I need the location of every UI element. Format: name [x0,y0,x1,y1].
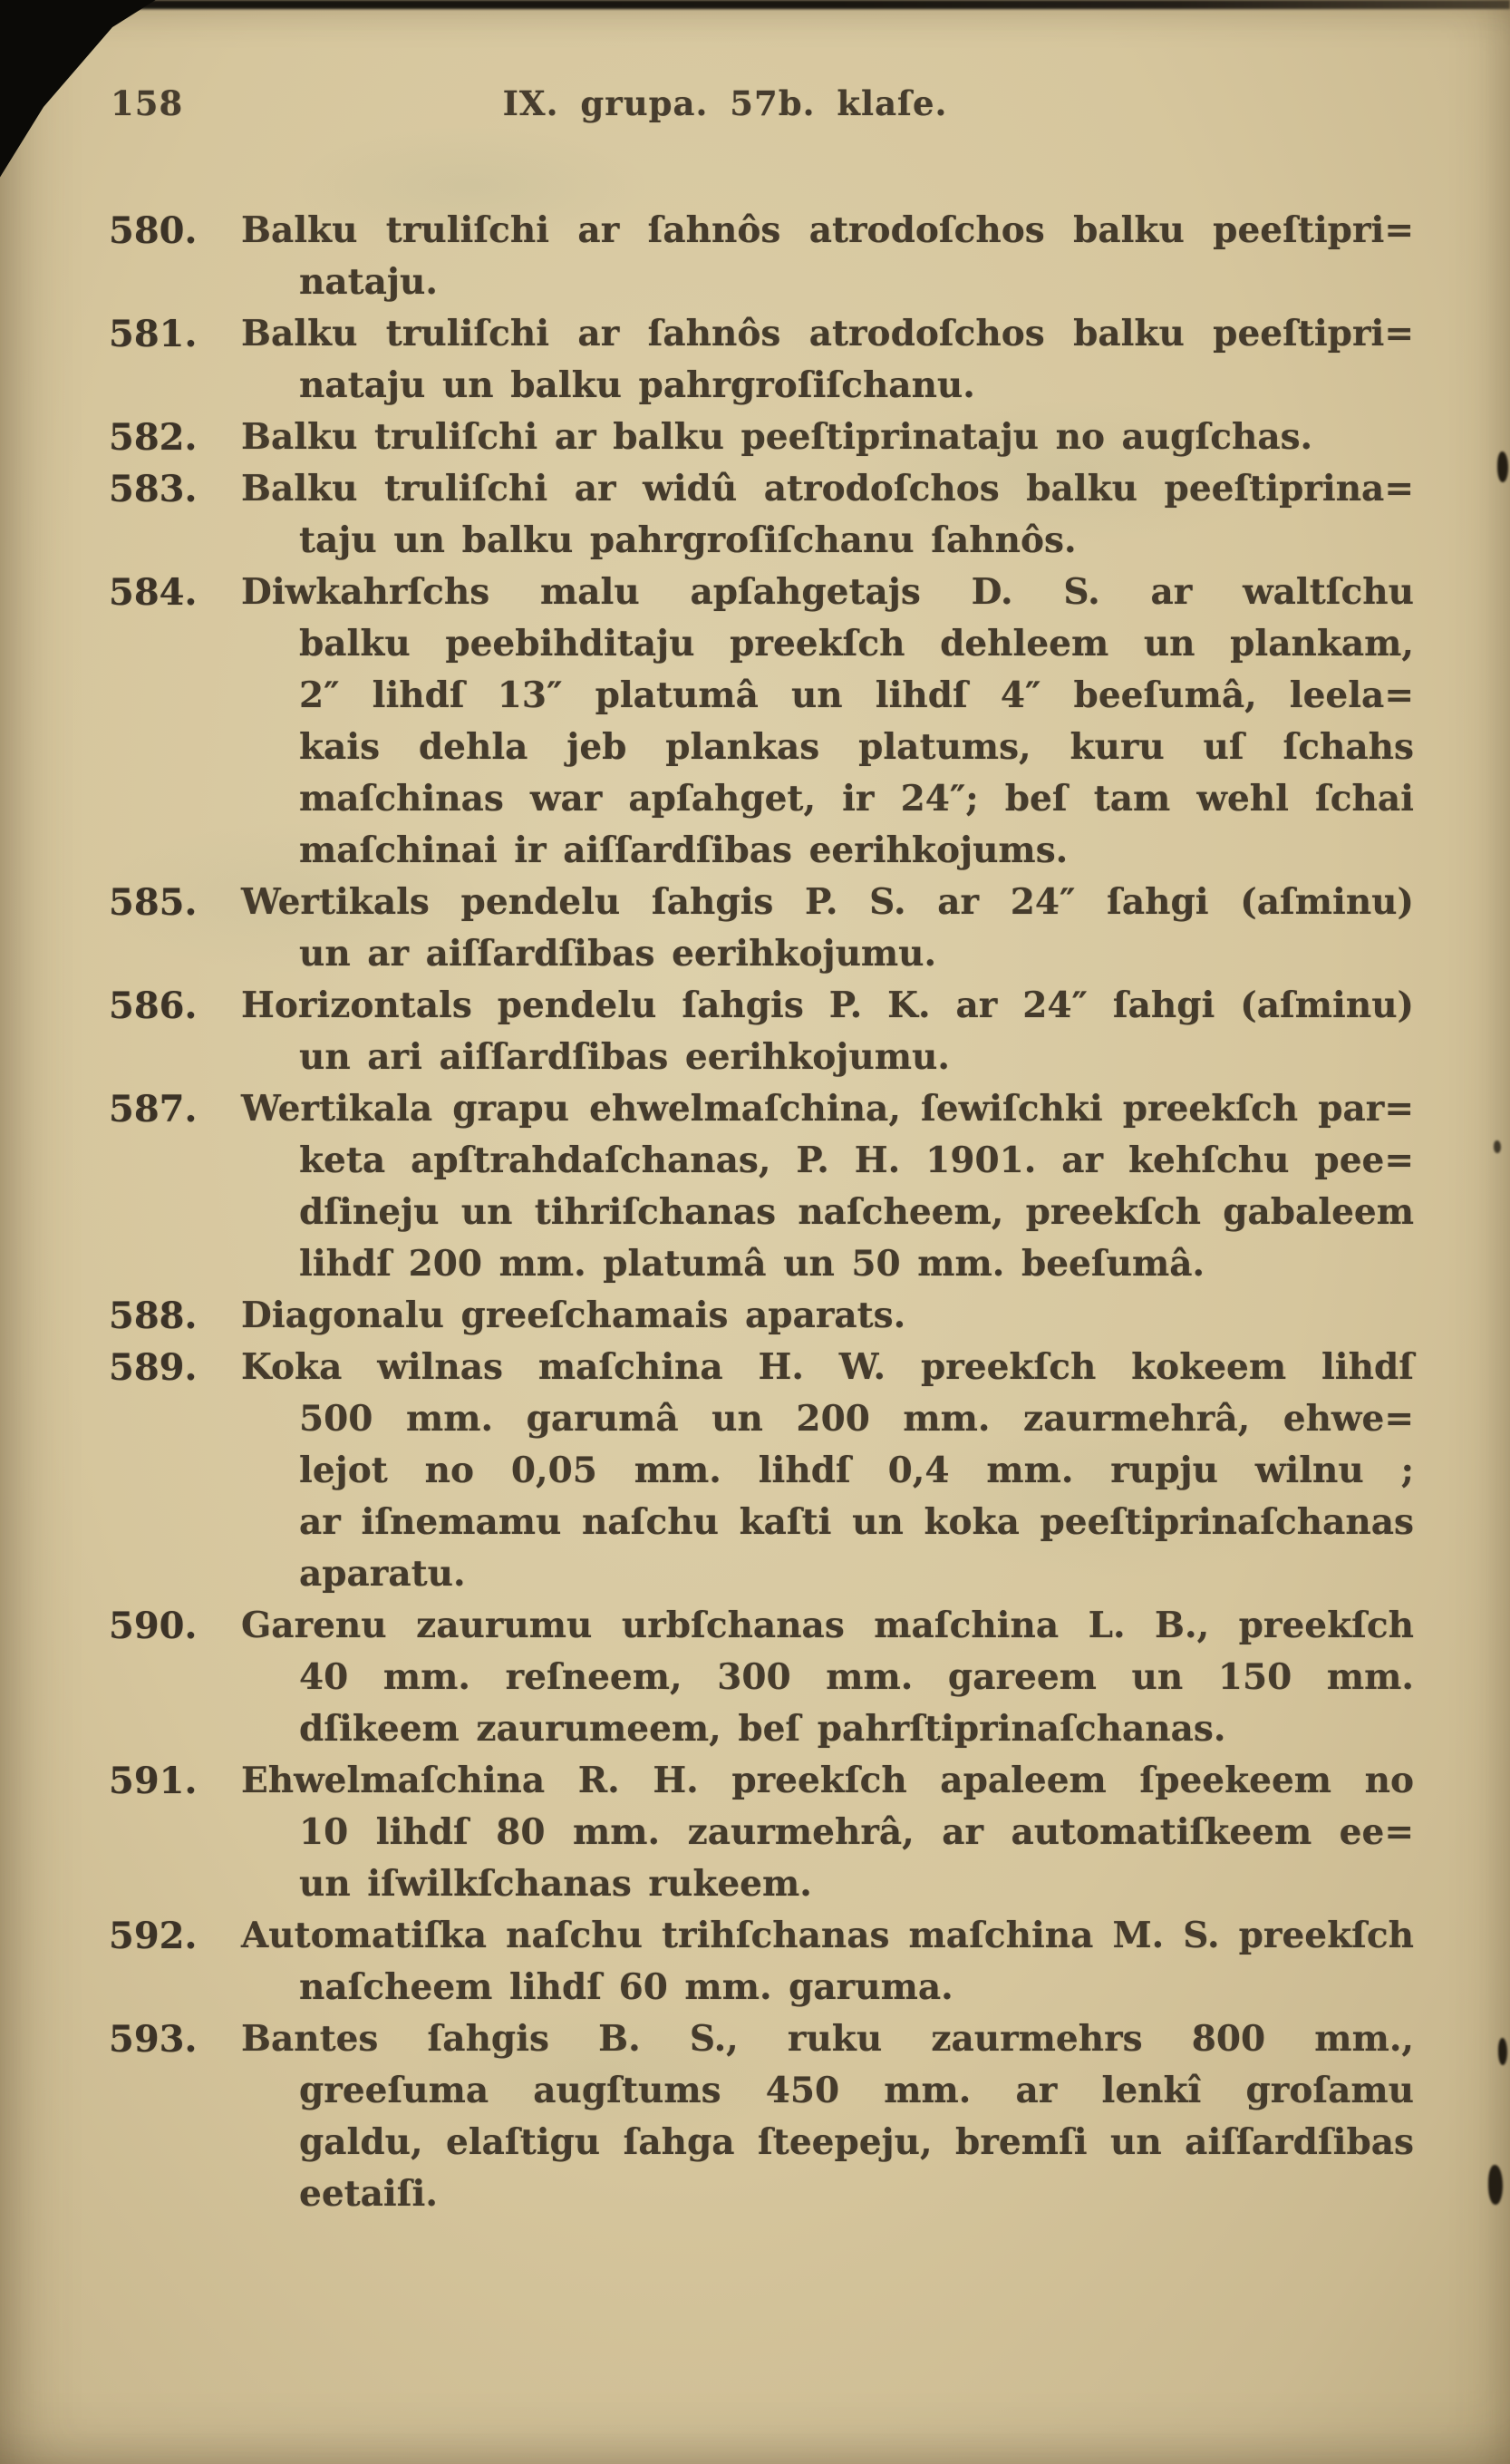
catalog-item [109,1083,1414,1290]
text-line: 10 lihdſ 80 mm. zaurmehrâ, ar automatiſkeem ee= [299,1811,1414,1853]
text-line: dſikeem zaurumeem, beſ pahrſtiprinaſchanas. [299,1708,1226,1750]
text-line: Wertikals pendelu ſahgis P. S. ar 24″ ſahgi (aſminu) [241,881,1414,923]
item-number: 589. [109,1346,198,1389]
item-number: 583. [109,468,198,510]
item-number: 581. [109,313,198,355]
item-text [241,1290,1414,1342]
text-line: nataju un balku pahrgroſiſchanu. [299,364,975,406]
page-number: 158 [111,83,184,123]
text-line: maſchinas war apſahget, ir 24″; beſ tam wehl ſchai [299,778,1414,820]
item-text [241,1342,1414,1600]
item-text [241,2013,1414,2220]
text-line: lejot no 0,05 mm. lihdſ 0,4 mm. rupju wilnu ; [299,1450,1414,1491]
item-number: 592. [109,1915,198,1957]
text-line: taju un balku pahrgroſiſchanu ſahnôs. [299,519,1077,561]
text-line: Ehwelmaſchina R. H. preekſch apaleem ſpeekeem no [241,1760,1414,1801]
item-text [241,980,1414,1083]
text-line: Balku truliſchi ar widû atrodoſchos balku peeſtiprina= [241,468,1414,509]
text-line: nataju. [299,261,438,303]
text-line: Balku truliſchi ar balku peeſtiprinataju no augſchas. [241,416,1313,458]
text-line: ar iſnemamu naſchu kaſti un koka peeſtiprinaſchanas [299,1501,1414,1543]
text-line: 40 mm. reſneem, 300 mm. gareem un 150 mm. [299,1656,1414,1698]
item-list [109,205,1414,2220]
catalog-item [109,980,1414,1083]
text-line: Automatiſka naſchu trihſchanas maſchina M. S. preekſch [241,1915,1414,1956]
text-line: galdu, elaſtigu ſahga ſteepeju, bremſi un aiſſardſibas [299,2121,1414,2163]
item-number: 588. [109,1295,198,1337]
page-header-title: IX. grupa. 57b. klaſe. [502,83,948,123]
text-line: Horizontals pendelu ſahgis P. K. ar 24″ ſahgi (aſminu) [241,985,1414,1026]
text-line: Balku truliſchi ar ſahnôs atrodoſchos balku peeſtipri= [241,313,1414,354]
item-text [241,1083,1414,1290]
text-line: un ari aiſſardſibas eerihkojumu. [299,1036,950,1078]
text-line: Garenu zaurumu urbſchanas maſchina L. B., preekſch [241,1605,1414,1646]
text-line: naſcheem lihdſ 60 mm. garuma. [299,1966,953,2008]
item-number: 591. [109,1760,198,1802]
text-line: 2″ lihdſ 13″ platumâ un lihdſ 4″ beeſumâ, leela= [299,674,1414,716]
catalog-item [109,1600,1414,1755]
item-text [241,567,1414,877]
page-header [109,83,1414,125]
catalog-item [109,1290,1414,1342]
catalog-item [109,412,1414,463]
catalog-item [109,567,1414,877]
text-line: aparatu. [299,1553,466,1595]
catalog-item [109,463,1414,567]
text-line: balku peebihditaju preekſch dehleem un plankam, [299,623,1414,665]
text-line: kais dehla jeb plankas platums, kuru uſ ſchahs [299,726,1414,768]
text-line: eetaiſi. [299,2173,438,2215]
catalog-item [109,2013,1414,2220]
item-text [241,877,1414,980]
text-line: Balku truliſchi ar ſahnôs atrodoſchos balku peeſtipri= [241,209,1414,251]
item-number: 587. [109,1088,198,1130]
text-line: Wertikala grapu ehwelmaſchina, ſewiſchki preekſch par= [241,1088,1414,1130]
item-text [241,1910,1414,2013]
item-number: 586. [109,985,198,1027]
item-number: 582. [109,416,198,459]
item-text [241,308,1414,412]
catalog-item [109,308,1414,412]
catalog-item [109,1755,1414,1910]
item-number: 585. [109,881,198,924]
text-line: Diagonalu greeſchamais aparats. [241,1295,906,1336]
text-line: maſchinai ir aiſſardſibas eerihkojums. [299,829,1069,871]
catalog-item [109,1910,1414,2013]
item-text [241,1600,1414,1755]
text-line: un ar aiſſardſibas eerihkojumu. [299,933,937,975]
text-line: 500 mm. garumâ un 200 mm. zaurmehrâ, ehwe= [299,1398,1414,1440]
text-line: Diwkahrſchs malu apſahgetajs D. S. ar waltſchu [241,571,1414,613]
text-line: lihdſ 200 mm. platumâ un 50 mm. beeſumâ. [299,1243,1205,1285]
text-line: keta apſtrahdaſchanas, P. H. 1901. ar kehſchu pee= [299,1140,1414,1181]
catalog-item [109,1342,1414,1600]
catalog-item [109,205,1414,308]
text-line: Bantes ſahgis B. S., ruku zaurmehrs 800 mm., [241,2018,1414,2060]
text-line: Koka wilnas maſchina H. W. preekſch kokeem lihdſ [241,1346,1414,1388]
item-text [241,412,1414,463]
item-text [241,1755,1414,1910]
catalog-item [109,877,1414,980]
item-text [241,205,1414,308]
item-number: 593. [109,2018,198,2061]
item-text [241,463,1414,567]
item-number: 584. [109,571,198,614]
item-number: 580. [109,209,198,252]
item-number: 590. [109,1605,198,1647]
text-line: un iſwilkſchanas rukeem. [299,1863,812,1905]
text-line: dſineju un tihriſchanas naſcheem, preekſch gabaleem [299,1191,1414,1233]
text-line: greeſuma augſtums 450 mm. ar lenkî groſamu [299,2070,1414,2111]
